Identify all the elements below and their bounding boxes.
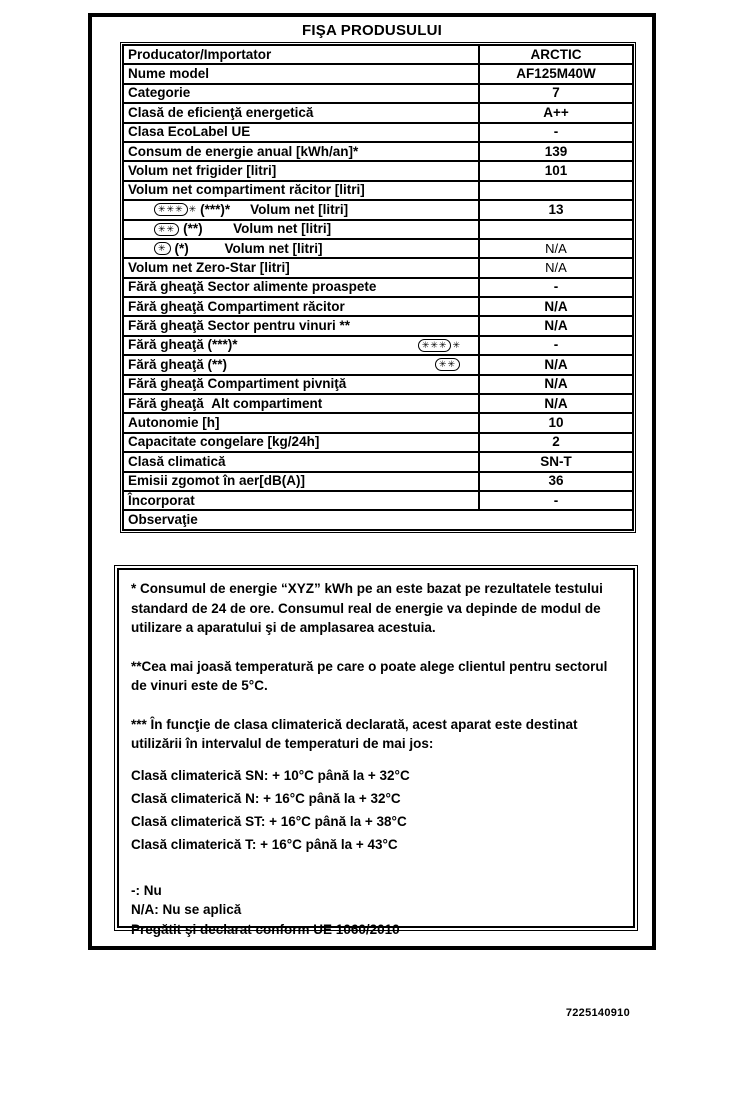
table-row [123,355,633,374]
freezer-2-star-rating-icon: ✳✳ [154,223,179,236]
row-label [123,375,479,394]
row-label-text: Fără gheaţă (**) [128,356,228,372]
table-row [123,142,633,161]
star-paren-label: (**) [183,221,203,237]
row-label [123,123,479,142]
row-label [123,394,479,413]
table-row [123,123,633,142]
row-label-text: Volum net [litri] [250,201,349,217]
row-label-text: Fără gheaţă (***)* [128,337,238,353]
table-row [123,161,633,180]
row-label [123,103,479,122]
legend-dash: -: Nu [131,882,162,898]
row-value: N/A [479,258,633,277]
footnotes-content [117,568,635,937]
table-row [123,239,633,258]
table-row [123,316,633,335]
row-label-text: Fără gheaţă Sector pentru vinuri ** [128,318,351,334]
row-label [123,64,479,83]
table-row [123,452,633,471]
row-label-text: Emisii zgomot în aer[dB(A)] [128,473,306,489]
row-label-text: Capacitate congelare [kg/24h] [128,434,320,450]
row-value: N/A [479,375,633,394]
product-spec-table [120,42,636,533]
table-row [123,394,633,413]
footnote-energy: * Consumul de energie “XYZ” kWh pe an este bazat pe rezultatele testului standard de 24 de ore. Consumul real de energie va depinde de modul de utilizare a aparatului şi de amplasarea acestuia. [131,581,603,635]
table-row [123,278,633,297]
row-label [123,433,479,452]
row-label-text: Volum net [litri] [224,240,323,256]
row-label-text: Categorie [128,85,191,101]
row-label-text: Încorporat [128,492,195,508]
table-row [123,297,633,316]
star-paren-label: (***)* [200,201,231,217]
table-row [123,510,633,529]
table-row [123,472,633,491]
legend-na: N/A: Nu se aplică [131,902,242,917]
row-label [123,278,479,297]
table-row [123,220,633,239]
row-label [123,413,479,432]
climate-class-st: Clasă climaterică ST: + 16°C până la + 38°C [131,813,407,829]
table-row [123,103,633,122]
row-value: N/A [479,297,633,316]
row-label [123,161,479,180]
table-row [123,336,633,355]
climate-class-sn: Clasă climaterică SN: + 10°C până la + 32°C [131,767,410,783]
table-row [123,181,633,200]
row-value: N/A [479,394,633,413]
row-label-text: Volum net [litri] [233,221,332,237]
row-value [479,181,633,200]
row-label-text: Volum net compartiment răcitor [litri] [128,182,365,198]
row-label-text: Volum net frigider [litri] [128,162,277,178]
climate-class-n: Clasă climaterică N: + 16°C până la + 32°C [131,790,401,806]
row-label-text: Clasă de eficienţă energetică [128,104,314,120]
table-row [123,200,633,219]
row-label [123,355,479,374]
row-label-text: Fără gheaţă Compartiment răcitor [128,298,345,314]
row-value: N/A [479,239,633,258]
footnote-wine-temp: **Cea mai joasă temperatură pe care o poate alege clientul pentru sectorul de vinuri este de 5°C. [131,658,608,693]
row-value: 10 [479,413,633,432]
freezer-3-star-rating-icon: ✳✳✳ ✳ [154,203,196,216]
row-value: 2 [479,433,633,452]
document-code: 7225140910 [565,1007,630,1019]
row-value: SN-T [479,452,633,471]
table-row [123,491,633,510]
row-label [123,84,479,103]
legend-block [131,881,619,940]
table-row [123,64,633,83]
row-value: A++ [479,103,633,122]
row-label-text: Volum net Zero-Star [litri] [128,259,290,275]
row-label [123,452,479,471]
row-label-text: Autonomie [h] [128,415,220,431]
footnotes-box [114,565,638,937]
row-label-text: Producator/Importator [128,46,272,62]
page-frame [88,13,656,950]
row-value [479,220,633,239]
table-row [123,258,633,277]
row-label [123,181,479,200]
table-row [123,433,633,452]
row-label [123,142,479,161]
row-value: N/A [479,355,633,374]
row-value: AF125M40W [479,64,633,83]
row-value: 101 [479,161,633,180]
table-row [123,84,633,103]
row-label [123,297,479,316]
row-value: - [479,123,633,142]
row-value: 139 [479,142,633,161]
row-value: N/A [479,316,633,335]
freezer-3-star-rating-icon: ✳✳✳ ✳ [418,339,460,352]
table-row [123,375,633,394]
row-label [123,510,633,529]
row-label-text: Nume model [128,66,210,81]
row-label-text: Fără gheaţă Sector alimente proaspete [128,279,377,295]
freezer-1-star-rating-icon: ✳ [154,242,171,255]
table-row [123,413,633,432]
footnote-climate-intro: *** În funcţie de clasa climaterică declarată, acest aparat este destinat utilizării în intervalul de temperaturi de mai jos: [131,716,578,751]
table-row [123,45,633,64]
row-label [123,316,479,335]
row-value: - [479,278,633,297]
freezer-2-star-rating-icon: ✳✳ [435,358,460,371]
row-value: ARCTIC [479,45,633,64]
row-value: 36 [479,472,633,491]
row-value: 7 [479,84,633,103]
row-label-text: Observaţie [128,511,198,527]
row-label [123,491,479,510]
legend-regulation: Pregătit şi declarat conform UE 1060/2010 [131,921,400,937]
row-value: - [479,336,633,355]
star-paren-label: (*) [174,240,189,256]
row-value: 13 [479,200,633,219]
row-label-text: Clasă climatică [128,453,226,469]
climate-class-t: Clasă climaterică T: + 16°C până la + 43°C [131,836,398,852]
row-label-text: Consum de energie anual [kWh/an]* [128,143,359,159]
row-label [123,336,479,355]
row-label-text: Fără gheaţă Alt compartiment [128,395,323,411]
row-label [123,258,479,277]
row-value: - [479,491,633,510]
row-label [123,239,479,258]
row-label-text: Clasa EcoLabel UE [128,124,251,140]
row-label [123,200,479,219]
row-label [123,220,479,239]
page-title: FIŞA PRODUSULUI [302,22,442,39]
row-label [123,472,479,491]
row-label [123,45,479,64]
product-table-body [123,45,633,530]
row-label-text: Fără gheaţă Compartiment pivniţă [128,376,347,392]
